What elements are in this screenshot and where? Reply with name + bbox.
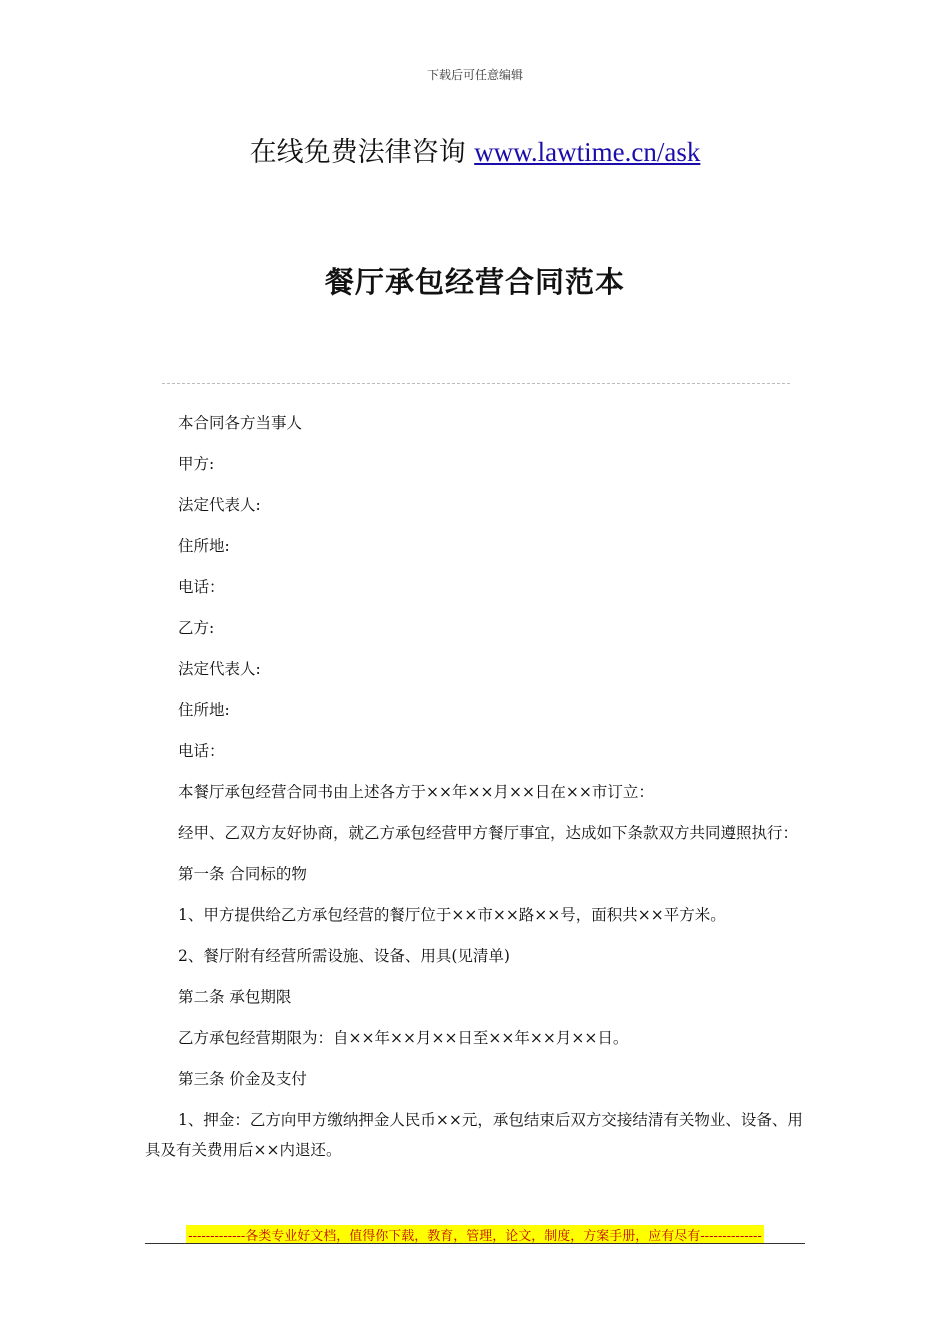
divider <box>162 383 790 384</box>
paragraph: 1、甲方提供给乙方承包经营的餐厅位于××市××路××号，面积共××平方米。 <box>178 906 726 924</box>
paragraph: 法定代表人: <box>178 496 261 514</box>
ad-text: 在线免费法律咨询 <box>249 137 466 168</box>
paragraph: 第一条 合同标的物 <box>178 865 307 883</box>
paragraph: 甲方: <box>178 455 215 473</box>
header-note: 下载后可任意编辑 <box>426 68 523 82</box>
footer-banner <box>145 1225 805 1244</box>
ad-line <box>0 130 950 169</box>
ad-link[interactable]: www.lawtime.cn/ask <box>474 137 701 167</box>
paragraph: 经甲、乙双方友好协商，就乙方承包经营甲方餐厅事宜，达成如下条款双方共同遵照执行： <box>178 824 799 842</box>
paragraph: 乙方承包经营期限为：自××年××月××日至××年××月××日。 <box>178 1029 629 1047</box>
paragraph: 本餐厅承包经营合同书由上述各方于××年××月××日在××市订立： <box>178 783 654 801</box>
paragraph: 本合同各方当事人 <box>178 414 303 432</box>
paragraph: 住所地: <box>178 701 230 719</box>
paragraph: 第二条 承包期限 <box>178 988 292 1006</box>
paragraph: 乙方: <box>178 619 215 637</box>
paragraph: 法定代表人: <box>178 660 261 678</box>
paragraph: 电话： <box>178 742 225 760</box>
paragraph: 2、餐厅附有经营所需设施、设备、用具(见清单) <box>178 947 510 965</box>
paragraph: 1、押金：乙方向甲方缴纳押金人民币××元，承包结束后双方交接结清有关物业、设备、用具及有关费用后××内退还。 <box>145 1111 803 1159</box>
footer-rule <box>145 1243 805 1244</box>
paragraph: 住所地: <box>178 537 230 555</box>
footer-text: -------------各类专业好文档，值得你下载，教育，管理，论文，制度，方案手册，应有尽有-------------- <box>186 1225 764 1244</box>
document-title: 餐厅承包经营合同范本 <box>324 265 625 299</box>
paragraph: 电话： <box>178 578 225 596</box>
paragraph: 第三条 价金及支付 <box>178 1070 307 1088</box>
document-body <box>145 408 813 1176</box>
